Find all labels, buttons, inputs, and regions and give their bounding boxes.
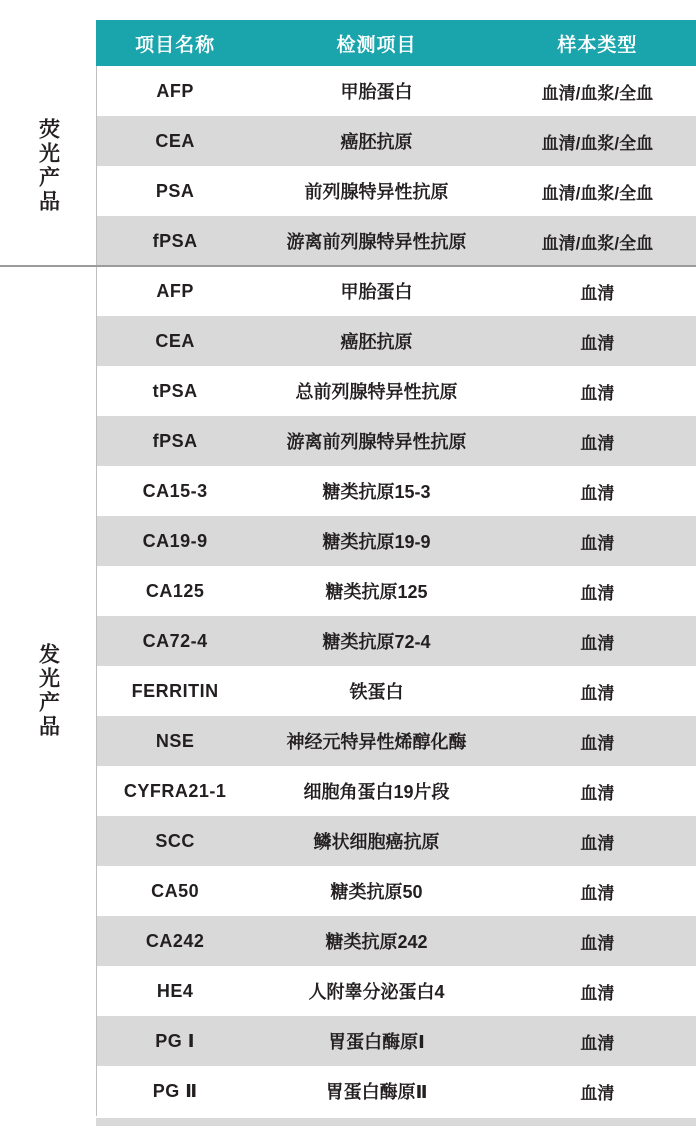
cell-test-item: 糖类抗原50 <box>254 866 498 916</box>
cell-sample-type: 血清 <box>499 366 696 416</box>
table-row <box>96 666 696 716</box>
cell-sample-type: 血清 <box>499 466 696 516</box>
cell-test-item: 癌胚抗原 <box>254 116 498 166</box>
table-row <box>96 566 696 616</box>
table-row <box>96 816 696 866</box>
group-label-text: 发光产品 <box>36 643 60 739</box>
cell-test-item: 前列腺特异性抗原 <box>254 166 498 216</box>
cell-sample-type: 血清 <box>499 416 696 466</box>
cell-sample-type: 血清 <box>499 866 696 916</box>
cell-project-name: CA19-9 <box>96 516 254 566</box>
cell-sample-type: 血清 <box>499 1016 696 1066</box>
cell-sample-type: 血清/血浆/全血 <box>499 216 696 266</box>
cell-sample-type: 血清 <box>499 716 696 766</box>
table-row <box>96 216 696 266</box>
cell-project-name: HE4 <box>96 966 254 1016</box>
table-row <box>96 416 696 466</box>
table-row <box>96 716 696 766</box>
cell-test-item: 糖类抗原242 <box>254 916 498 966</box>
table-header <box>96 20 696 66</box>
cell-project-name: CA15-3 <box>96 466 254 516</box>
cell-project-name: PG Ⅰ <box>96 1016 254 1066</box>
table-row <box>96 116 696 166</box>
cell-test-item: 人附睾分泌蛋白4 <box>254 966 498 1016</box>
cell-test-item: 游离前列腺特异性抗原 <box>254 416 498 466</box>
table-row <box>96 1066 696 1116</box>
table-row <box>96 616 696 666</box>
header-row <box>96 20 696 66</box>
table-row <box>96 316 696 366</box>
group-separator <box>0 265 696 267</box>
cell-project-name: fPSA <box>96 216 254 266</box>
cell-project-name: FERRITIN <box>96 666 254 716</box>
table-row <box>96 66 696 116</box>
cell-project-name: PG Ⅱ <box>96 1066 254 1116</box>
cell-sample-type: 血清 <box>499 566 696 616</box>
header-item: 检测项目 <box>254 20 498 66</box>
cell-sample-type: 血清 <box>499 966 696 1016</box>
table-row <box>96 866 696 916</box>
table-row <box>96 916 696 966</box>
cell-sample-type: 血清 <box>499 316 696 366</box>
cell-project-name: CA50 <box>96 866 254 916</box>
cell-project-name: tPSA <box>96 366 254 416</box>
header-name: 项目名称 <box>96 20 254 66</box>
table-row <box>96 366 696 416</box>
group-label-text: 荧光产品 <box>36 118 60 214</box>
table-row <box>96 516 696 566</box>
header-type: 样本类型 <box>499 20 696 66</box>
cell-test-item: 甲胎蛋白 <box>254 66 498 116</box>
cell-sample-type: 血清 <box>499 616 696 666</box>
cell-test-item: 细胞角蛋白19片段 <box>254 766 498 816</box>
cell-test-item: 甲胎蛋白 <box>254 266 498 316</box>
cell-test-item: 胃蛋白酶原Ⅱ <box>254 1066 498 1116</box>
cell-test-item: 铁蛋白 <box>254 666 498 716</box>
group-left-rule <box>96 266 97 1116</box>
bottom-bar <box>96 1118 696 1126</box>
cell-project-name: CYFRA21-1 <box>96 766 254 816</box>
cell-sample-type: 血清/血浆/全血 <box>499 66 696 116</box>
cell-sample-type: 血清 <box>499 766 696 816</box>
cell-project-name: NSE <box>96 716 254 766</box>
table-row <box>96 266 696 316</box>
cell-project-name: AFP <box>96 266 254 316</box>
cell-test-item: 神经元特异性烯醇化酶 <box>254 716 498 766</box>
cell-project-name: CA72-4 <box>96 616 254 666</box>
product-table <box>96 20 696 1116</box>
cell-sample-type: 血清/血浆/全血 <box>499 166 696 216</box>
cell-project-name: CA125 <box>96 566 254 616</box>
cell-sample-type: 血清/血浆/全血 <box>499 116 696 166</box>
cell-test-item: 总前列腺特异性抗原 <box>254 366 498 416</box>
cell-sample-type: 血清 <box>499 516 696 566</box>
cell-test-item: 游离前列腺特异性抗原 <box>254 216 498 266</box>
cell-project-name: SCC <box>96 816 254 866</box>
cell-sample-type: 血清 <box>499 816 696 866</box>
cell-sample-type: 血清 <box>499 916 696 966</box>
cell-sample-type: 血清 <box>499 666 696 716</box>
table-row <box>96 466 696 516</box>
cell-project-name: CA242 <box>96 916 254 966</box>
cell-test-item: 糖类抗原125 <box>254 566 498 616</box>
table-row <box>96 966 696 1016</box>
table-body <box>96 66 696 1116</box>
cell-project-name: PSA <box>96 166 254 216</box>
cell-test-item: 糖类抗原15-3 <box>254 466 498 516</box>
cell-test-item: 糖类抗原19-9 <box>254 516 498 566</box>
cell-project-name: CEA <box>96 116 254 166</box>
cell-sample-type: 血清 <box>499 1066 696 1116</box>
cell-project-name: fPSA <box>96 416 254 466</box>
table-row <box>96 766 696 816</box>
cell-test-item: 胃蛋白酶原Ⅰ <box>254 1016 498 1066</box>
cell-project-name: CEA <box>96 316 254 366</box>
cell-project-name: AFP <box>96 66 254 116</box>
table-row <box>96 1016 696 1066</box>
group-left-rule <box>96 66 97 266</box>
cell-test-item: 糖类抗原72-4 <box>254 616 498 666</box>
cell-test-item: 癌胚抗原 <box>254 316 498 366</box>
cell-test-item: 鳞状细胞癌抗原 <box>254 816 498 866</box>
table-row <box>96 166 696 216</box>
group-label <box>0 66 96 266</box>
cell-sample-type: 血清 <box>499 266 696 316</box>
group-label <box>0 266 96 1116</box>
